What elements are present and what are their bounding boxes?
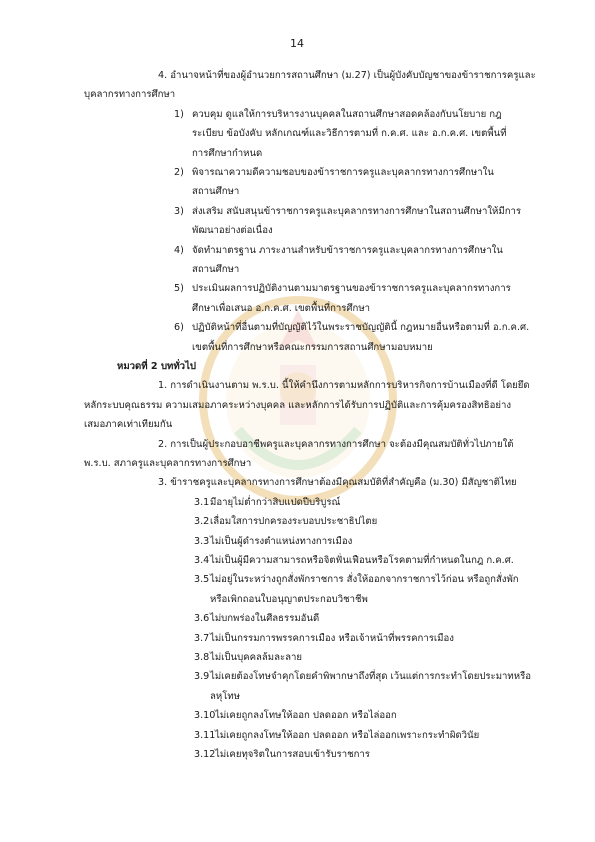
qualification-number: 3.9	[194, 671, 210, 683]
qualification-number: 3.7	[194, 632, 210, 644]
paragraph-line: พ.ร.บ. สภาครูและบุคลากรทางการศึกษา	[84, 458, 252, 469]
qualification-text: ไม่เคยต้องโทษจำคุกโดยคำพิพากษาถึงที่สุด เว้นแต่การกระทำโดยประมาทหรือ	[210, 671, 531, 683]
qualification-number: 3.2	[194, 516, 210, 528]
list-item-text: เขตพื้นที่การศึกษาหรือคณะกรรมการสถานศึกษามอบหมาย	[192, 341, 433, 353]
qualification-text: ไม่เคยถูกลงโทษให้ออก ปลดออก หรือไล่ออกเพราะกระทำผิดวินัย	[215, 729, 480, 741]
qualification-text: ไม่เคยทุจริตในการสอบเข้ารับราชการ	[215, 749, 370, 760]
list-item-text: ประเมินผลการปฏิบัติงานตามมาตรฐานของข้าราชการครูและบุคลากรทางการ	[192, 283, 511, 295]
paragraph-line: 1. การดำเนินงานตาม พ.ร.บ. นี้ให้คำนึงการตามหลักการบริหารกิจการบ้านเมืองที่ดี โดยยึด	[158, 380, 530, 392]
qualification-text: มีอายุไม่ต่ำกว่าสิบแปดปีบริบูรณ์	[210, 496, 341, 508]
qualification-text: ไม่เป็นผู้ดำรงตำแหน่งทางการเมือง	[210, 535, 353, 547]
list-item-text: ระเบียบ ข้อบังคับ หลักเกณฑ์และวิธีการตามที่ ก.ค.ศ. และ อ.ก.ค.ศ. เขตพื้นที่	[192, 128, 507, 140]
paragraph-line: เสมอภาคเท่าเทียมกัน	[84, 419, 173, 431]
qualification-number: 3.10	[194, 710, 216, 722]
paragraph-line: หลักระบบคุณธรรม ความเสมอภาคระหว่างบุคคล และหลักการได้รับการปฏิบัติและการคุ้มครองสิทธิอย่าง	[84, 399, 512, 411]
list-item-number: 4)	[174, 244, 184, 256]
chapter-heading: หมวดที่ 2 บททั่วไป	[117, 361, 196, 372]
paragraph-line: 3. ข้าราชครูและบุคลากรทางการศึกษาต้องมีคุณสมบัติที่สำคัญคือ (ม.30) มีสัญชาติไทย	[158, 477, 517, 489]
list-item-text: ศึกษาเพื่อเสนอ อ.ก.ค.ศ. เขตพื้นที่การศึกษา	[192, 302, 371, 314]
qualification-number: 3.12	[194, 749, 216, 760]
qualification-text: ไม่บกพร่องในศีลธรรมอันดี	[210, 613, 320, 625]
section-4-line: บุคลากรทางการศึกษา	[84, 89, 176, 101]
qualification-number: 3.6	[194, 613, 210, 625]
qualification-number: 3.8	[194, 652, 210, 663]
qualification-text: ไม่อยู่ในระหว่างถูกสั่งพักราชการ สั่งให้ออกจากราชการไว้ก่อน หรือถูกสั่งพัก	[210, 574, 519, 586]
list-item-number: 6)	[174, 322, 184, 334]
section-4-line: 4. อำนาจหน้าที่ของผู้อำนวยการสถานศึกษา (ม.27) เป็นผู้บังคับบัญชาของข้าราชการครูและ	[158, 70, 536, 81]
qualification-number: 3.3	[194, 535, 210, 547]
list-item-text: ส่งเสริม สนับสนุนข้าราชการครูและบุคลากรทางการศึกษาในสถานศึกษาให้มีการ	[192, 205, 522, 217]
qualification-text: เลื่อมใสการปกครองระบอบประชาธิปไตย	[210, 516, 378, 528]
list-item-text: พัฒนาอย่างต่อเนื่อง	[192, 225, 273, 237]
list-item-number: 3)	[174, 205, 184, 217]
list-item-number: 5)	[174, 283, 184, 295]
qualification-number: 3.4	[194, 555, 210, 566]
qualification-number: 3.11	[194, 729, 216, 741]
list-item-number: 2)	[174, 167, 184, 178]
list-item-text: ควบคุม ดูแลให้การบริหารงานบุคคลในสถานศึกษาสอดคล้องกับนโยบาย กฎ	[192, 108, 502, 120]
qualification-text: หรือเพิกถอนใบอนุญาตประกอบวิชาชีพ	[210, 593, 368, 605]
qualification-text: ไม่เป็นกรรมการพรรคการเมือง หรือเจ้าหน้าที่พรรคการเมือง	[210, 632, 454, 644]
list-item-text: พิจารณาความดีความชอบของข้าราชการครูและบุคลากรทางการศึกษาใน	[192, 167, 494, 178]
list-item-text: จัดทำมาตรฐาน ภาระงานสำหรับข้าราชการครูและบุคลากรทางการศึกษาใน	[192, 244, 503, 256]
list-item-text: ปฏิบัติหน้าที่อื่นตามที่บัญญัติไว้ในพระราชบัญญัตินี้ กฎหมายอื่นหรือตามที่ อ.ก.ค.ศ.	[192, 322, 530, 334]
list-item-text: สถานศึกษา	[192, 186, 240, 198]
qualification-text: ไม่เป็นบุคคลล้มละลาย	[210, 652, 303, 663]
qualification-text: ไม่เคยถูกลงโทษให้ออก ปลดออก หรือไล่ออก	[215, 710, 397, 722]
qualification-text: ไม่เป็นผู้มีความสามารถหรือจิตฟั่นเฟือนหรือโรคตามที่กำหนดในกฎ ก.ค.ศ.	[210, 555, 514, 566]
qualification-text: ลหุโทษ	[210, 690, 241, 702]
list-item-text: สถานศึกษา	[192, 264, 240, 275]
page-number: 14	[290, 37, 304, 50]
list-item-number: 1)	[174, 108, 184, 120]
paragraph-line: 2. การเป็นผู้ประกอบอาชีพครูและบุคลากรทางการศึกษา จะต้องมีคุณสมบัติทั่วไปภายใต้	[158, 438, 514, 450]
qualification-number: 3.1	[194, 496, 210, 508]
list-item-text: การศึกษากำหนด	[192, 147, 263, 159]
qualification-number: 3.5	[194, 574, 210, 586]
